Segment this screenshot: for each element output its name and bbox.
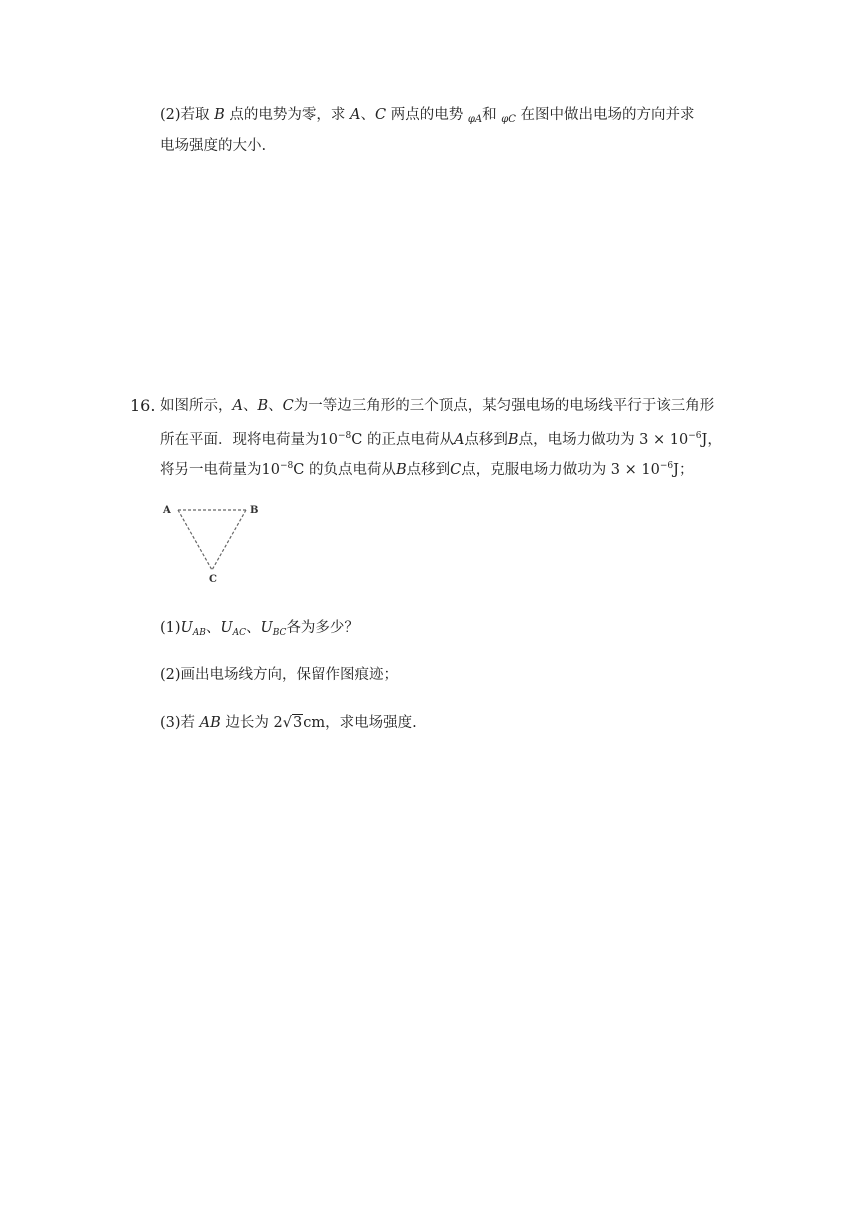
- text: C 的正点电荷从: [351, 432, 454, 448]
- text: 点的电势为零，求: [229, 107, 346, 123]
- q15-part2-line2: 电场强度的大小.: [160, 138, 267, 154]
- text: 为一等边三角形的三个顶点，某匀强电场的电场线平行于该三角形: [293, 398, 715, 414]
- subscript: BC: [272, 628, 287, 638]
- exponent: −8: [337, 431, 352, 441]
- q15-part2-line1: [160, 105, 694, 130]
- subscript: AB: [192, 628, 206, 638]
- q16-line2: [160, 426, 722, 450]
- point-b: B: [395, 462, 407, 478]
- exponent: −8: [279, 461, 294, 471]
- text: 边长为 2: [225, 715, 283, 731]
- sqrt-symbol: √3: [282, 715, 303, 731]
- text: J；: [673, 462, 694, 478]
- q16-line3: [160, 456, 693, 480]
- text: C 的负点电荷从: [293, 462, 396, 478]
- text: 各为多少？: [286, 620, 359, 636]
- voltage-symbol: U: [220, 620, 233, 636]
- text: 、: [360, 107, 376, 123]
- text: (2)若取: [160, 107, 210, 123]
- voltage-symbol: U: [180, 620, 193, 636]
- point-c: C: [450, 462, 462, 478]
- text: (3)若: [160, 715, 196, 731]
- text: J，: [701, 432, 722, 448]
- text: 、: [246, 620, 261, 636]
- text: 点移到: [406, 462, 451, 478]
- point-a: A: [350, 107, 361, 123]
- text: 如图所示，: [160, 398, 233, 414]
- text: cm，求电场强度.: [303, 715, 417, 731]
- point-b: B: [507, 432, 519, 448]
- point-a: A: [453, 432, 465, 448]
- phi-a: φA: [467, 114, 483, 125]
- text: 、: [268, 398, 283, 414]
- q16-sub1: [160, 618, 359, 643]
- point-a: A: [232, 398, 243, 414]
- phi-c: φC: [501, 114, 516, 125]
- text: 点移到: [464, 432, 508, 448]
- vertex-label-a: A: [163, 505, 171, 516]
- text: 点，电场力做功为 3 × 10: [518, 432, 689, 448]
- text: 在图中做出电场的方向并求: [520, 107, 695, 123]
- radicand: 3: [293, 715, 303, 731]
- text: 两点的电势: [390, 107, 464, 123]
- subscript: AC: [232, 628, 247, 638]
- point-b: B: [257, 398, 269, 414]
- text: 、: [242, 398, 258, 414]
- q16-sub3: [160, 713, 417, 733]
- point-b: B: [214, 107, 225, 123]
- vertex-label-c: C: [209, 574, 217, 585]
- exponent: −6: [659, 461, 674, 471]
- point-c: C: [282, 398, 294, 414]
- text: 、: [205, 620, 221, 636]
- text: (1): [160, 620, 181, 636]
- exponent: −6: [688, 431, 702, 441]
- edge-bc: [212, 510, 246, 570]
- q16-line1: [160, 396, 714, 416]
- q16-sub2: (2)画出电场线方向，保留作图痕迹；: [160, 667, 399, 683]
- text: 将另一电荷量为10: [160, 462, 280, 478]
- text: 所在平面．现将电荷量为10: [160, 432, 338, 448]
- edge-ac: [178, 510, 212, 570]
- text: 和: [482, 107, 497, 123]
- text: 点，克服电场力做功为 3 × 10: [461, 462, 660, 478]
- voltage-symbol: U: [260, 620, 273, 636]
- side-ab: AB: [199, 715, 221, 731]
- point-c: C: [375, 107, 387, 123]
- vertex-label-b: B: [250, 505, 259, 516]
- triangle-figure: [160, 498, 270, 588]
- question-number: 16.: [130, 396, 156, 415]
